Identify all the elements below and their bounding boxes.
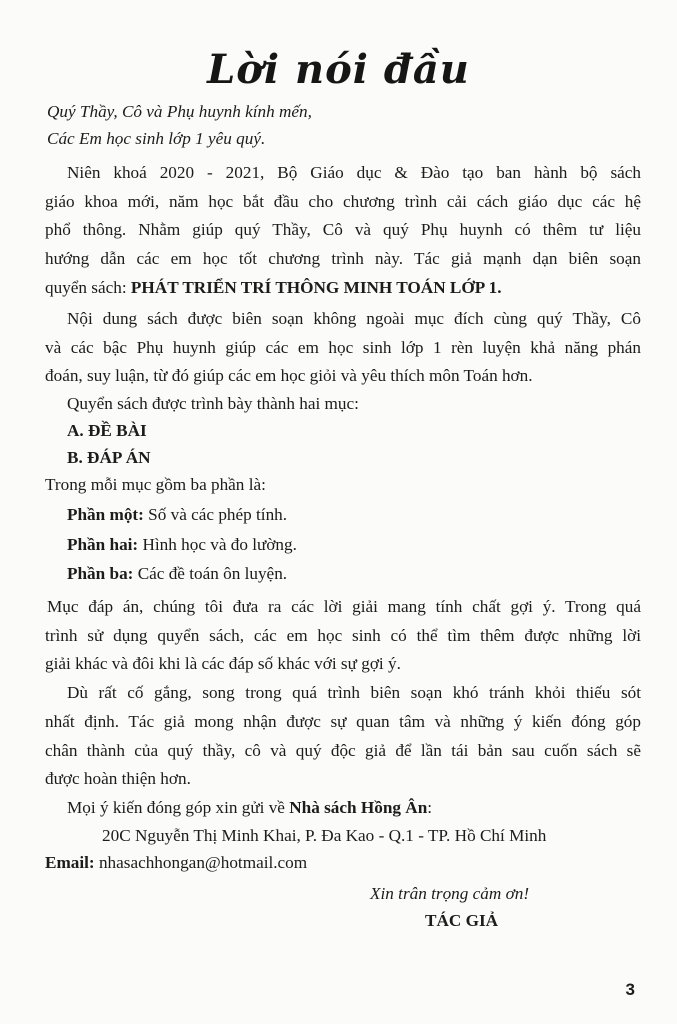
paragraph-line: và các bậc Phụ huynh giúp các em học sinh lớp 1 rèn luyện khả năng phán — [45, 338, 641, 357]
author-signature: TÁC GIẢ — [425, 911, 499, 930]
part-label: Phần ba: — [67, 564, 134, 583]
contact-line — [67, 798, 432, 818]
page-title: Lời nói đầu — [207, 46, 470, 93]
email-value: nhasachhongan@hotmail.com — [94, 853, 308, 872]
part-item — [67, 505, 287, 525]
greeting-line: Quý Thầy, Cô và Phụ huynh kính mến, — [47, 102, 312, 121]
paragraph-line: trình sử dụng quyển sách, các em học sinh có thể tìm thêm được những lời — [45, 626, 641, 645]
paragraph-line: Mục đáp án, chúng tôi đưa ra các lời giải mang tính chất gợi ý. Trong quá — [47, 597, 641, 616]
publisher-name: Nhà sách Hồng Ân — [289, 798, 428, 817]
part-text: Hình học và đo lường. — [138, 535, 297, 554]
address-line: 20C Nguyễn Thị Minh Khai, P. Đa Kao - Q.1 - TP. Hồ Chí Minh — [102, 826, 547, 845]
greeting-line: Các Em học sinh lớp 1 yêu quý. — [47, 129, 266, 148]
part-item — [67, 535, 297, 555]
part-item — [67, 564, 287, 584]
paragraph-line: giải khác và đôi khi là các đáp số khác với sự gợi ý. — [45, 654, 401, 673]
part-label: Phần một: — [67, 505, 144, 524]
paragraph-line: Niên khoá 2020 - 2021, Bộ Giáo dục & Đào tạo ban hành bộ sách — [67, 163, 641, 182]
book-title: PHÁT TRIỂN TRÍ THÔNG MINH TOÁN LỚP 1. — [130, 278, 502, 297]
paragraph-line: chân thành của quý thầy, cô và quý độc giả để lần tái bản sau cuốn sách sẽ — [45, 741, 641, 760]
paragraph-line: Dù rất cố gắng, song trong quá trình biên soạn khó tránh khỏi thiếu sót — [67, 683, 641, 702]
paragraph-line: Nội dung sách được biên soạn không ngoài mục đích cùng quý Thầy, Cô — [67, 309, 641, 328]
email-line — [45, 853, 307, 873]
paragraph-line — [45, 278, 502, 298]
paragraph-line: giáo khoa mới, năm học bắt đầu cho chương trình cải cách giáo dục các hệ — [45, 192, 641, 211]
part-text: Các đề toán ôn luyện. — [133, 564, 288, 583]
contact-colon: : — [427, 798, 433, 817]
part-label: Phần hai: — [67, 535, 139, 554]
paragraph-line: Quyển sách được trình bày thành hai mục: — [67, 394, 359, 413]
page-number: 3 — [625, 980, 635, 999]
contact-lead: Mọi ý kiến đóng góp xin gửi về — [67, 798, 290, 817]
thanks-line: Xin trân trọng cảm ơn! — [370, 884, 530, 903]
paragraph-line: đoán, suy luận, từ đó giúp các em học giỏi và yêu thích môn Toán hơn. — [45, 366, 533, 385]
paragraph-line: được hoàn thiện hơn. — [45, 769, 191, 788]
section-a-heading: A. ĐỀ BÀI — [67, 421, 147, 440]
email-label: Email: — [45, 853, 95, 872]
paragraph-text: quyển sách: — [45, 278, 131, 297]
part-text: Số và các phép tính. — [143, 505, 288, 524]
paragraph-line: nhất định. Tác giả mong nhận được sự quan tâm và những ý kiến đóng góp — [45, 712, 641, 731]
paragraph-line: hướng dẫn các em học tốt chương trình này. Tác giả mạnh dạn biên soạn — [45, 249, 641, 268]
paragraph-line: phổ thông. Nhằm giúp quý Thầy, Cô và quý Phụ huynh có thêm tư liệu — [45, 220, 641, 239]
paragraph-line: Trong mỗi mục gồm ba phần là: — [45, 475, 266, 494]
section-b-heading: B. ĐÁP ÁN — [67, 448, 151, 467]
